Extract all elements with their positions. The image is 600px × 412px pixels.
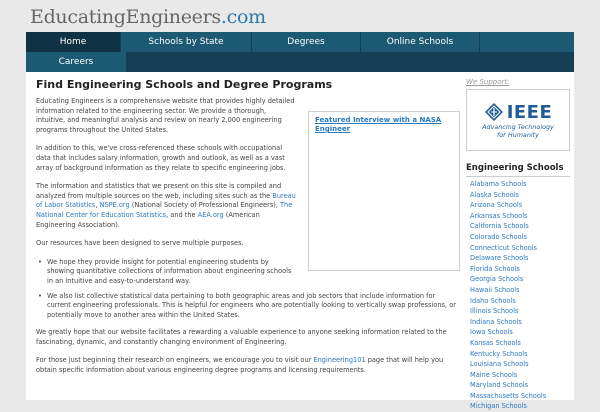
- nces-link[interactable]: The National Center for Education Statistics: [36, 201, 293, 219]
- engineering101-paragraph: For those just beginning their research on engineers, we encourage you to visit our Engineering101 page that will help you obtain specific information about various engineering degree programs and licensing requirements.: [36, 356, 444, 375]
- main-column: [36, 78, 460, 385]
- state-schools-link[interactable]: Connecticut Schools: [470, 243, 537, 252]
- list-item: • We hope they provide insight for potential engineering students by showing quantitative collections of information about engineering schools in an intuitive and easy-to-understand way.: [38, 257, 292, 285]
- page-title: Find Engineering Schools and Degree Programs: [36, 78, 333, 91]
- nav-home[interactable]: Home: [26, 32, 120, 52]
- aea-link[interactable]: AEA.org: [197, 210, 224, 219]
- state-schools-link[interactable]: Maryland Schools: [470, 381, 529, 390]
- state-schools-link[interactable]: Massachusetts Schools: [470, 391, 547, 400]
- featured-interview-link[interactable]: Featured Interview with a NASA Engineer: [315, 116, 442, 133]
- nav-blank-tab: [480, 32, 574, 52]
- main-nav: [26, 32, 574, 72]
- state-schools-link[interactable]: Maine Schools: [470, 370, 518, 379]
- engineering101-link[interactable]: Engineering101: [313, 356, 366, 365]
- nav-online-schools[interactable]: Online Schools: [361, 32, 479, 52]
- ieee-banner[interactable]: [466, 89, 570, 151]
- list-item: • We also list collective statistical data pertaining to both geographic areas and job sectors that include information for current engineering professionals. This is helpful for engineers who are potentially looking to vertically swap professions, or potentially move to another area within the United States.: [38, 291, 456, 319]
- state-schools-link[interactable]: Georgia Schools: [470, 275, 524, 284]
- ieee-tagline-line1: Advancing Technology: [482, 122, 554, 131]
- sidebar: [466, 78, 570, 412]
- state-schools-link[interactable]: Louisiana Schools: [470, 360, 529, 369]
- state-schools-link[interactable]: Indiana Schools: [470, 317, 522, 326]
- ieee-tagline-line2: for Humanity: [497, 130, 539, 139]
- bls-link[interactable]: Bureau of Labor Statistics: [36, 191, 296, 210]
- state-schools-link[interactable]: Alaska Schools: [470, 190, 519, 199]
- logo-main-text: EducatingEngineers: [30, 6, 221, 28]
- state-schools-link[interactable]: Colorado Schools: [470, 232, 527, 241]
- site-logo[interactable]: [30, 6, 266, 28]
- logo-tld-text: .com: [220, 6, 266, 28]
- state-schools-link[interactable]: Iowa Schools: [470, 328, 513, 337]
- state-schools-link[interactable]: Kansas Schools: [470, 338, 521, 347]
- crossref-paragraph: In addition to this, we've cross-referenced these schools with occupational data that includes salary information, growth and outlook, as well as a vast array of background information as they relate to specific engineering jobs.: [36, 144, 286, 172]
- state-schools-link[interactable]: Idaho Schools: [470, 296, 516, 305]
- nav-degrees[interactable]: Degrees: [252, 32, 360, 52]
- we-support-label: We Support:: [466, 78, 510, 86]
- state-schools-link[interactable]: Illinois Schools: [470, 307, 519, 316]
- purposes-paragraph: Our resources have been designed to serve multiple purposes.: [36, 239, 244, 248]
- state-schools-link[interactable]: Arkansas Schools: [470, 211, 528, 220]
- state-schools-link[interactable]: Hawaii Schools: [470, 285, 520, 294]
- ieee-diamond-icon: [484, 102, 504, 122]
- state-schools-link[interactable]: California Schools: [470, 222, 529, 231]
- state-schools-link[interactable]: Michigan Schools: [470, 402, 527, 411]
- sources-paragraph: The information and statistics that we present on this site is compiled and analyzed from multiple sources on the web, including sites such as the Bureau of Labor Statistics, NSPE.org (National Society of Professional Engineers), The National Center for Education Statistics, and the AEA.org (American Engineering Association).: [36, 182, 296, 229]
- nav-careers[interactable]: Careers: [26, 52, 126, 72]
- bullet-icon: •: [38, 291, 42, 300]
- page-content: [26, 72, 574, 411]
- state-schools-link[interactable]: Florida Schools: [470, 264, 520, 273]
- purposes-list: [36, 258, 460, 321]
- nav-schools-by-state[interactable]: Schools by State: [121, 32, 251, 52]
- state-schools-link[interactable]: Arizona Schools: [470, 201, 523, 210]
- closing-paragraph: We greatly hope that our website facilitates a rewarding a valuable experience to anyone seeking information related to the fascinating, dynamic, and constantly changing environment of Engineering.: [36, 328, 447, 346]
- state-schools-link[interactable]: Delaware Schools: [470, 254, 529, 263]
- ieee-wordmark: IEEE: [506, 101, 553, 123]
- intro-paragraph: Educating Engineers is a comprehensive website that provides highly detailed information related to the engineering sector. We provide a thorough, intuitive, and meaningful analysis and review on nearly 2,000 engineering programs throughout the United States.: [36, 97, 295, 134]
- featured-interview-box: [308, 111, 460, 271]
- state-schools-link[interactable]: Kentucky Schools: [470, 349, 528, 358]
- engineering-schools-heading: Engineering Schools: [466, 163, 570, 177]
- nspe-link[interactable]: NSPE.org: [99, 201, 130, 210]
- bullet-icon: •: [38, 257, 42, 266]
- state-schools-list: [466, 179, 570, 412]
- state-schools-link[interactable]: Alabama Schools: [470, 180, 527, 188]
